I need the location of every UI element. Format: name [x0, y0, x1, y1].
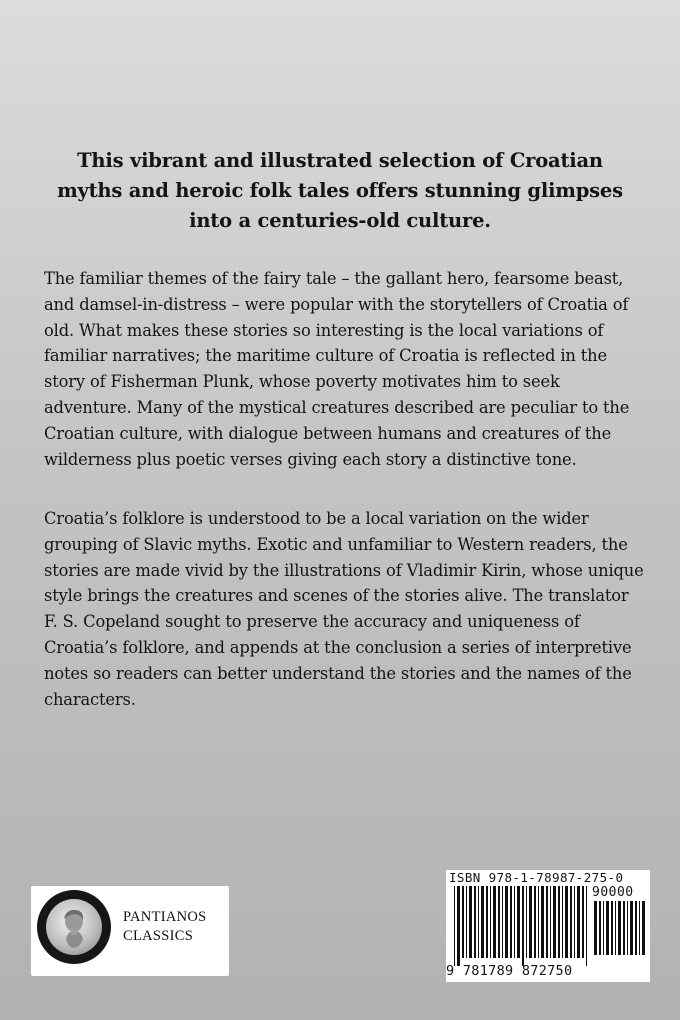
- barcode-bar: [562, 886, 563, 958]
- barcode-bar: [517, 886, 520, 958]
- publisher-name-line-2: CLASSICS: [123, 928, 194, 944]
- barcode-bar: [522, 886, 524, 966]
- barcode-bar: [606, 901, 609, 955]
- barcode-bar: [582, 886, 584, 958]
- barcode-bar: [615, 901, 616, 955]
- ean-barcode-bars: [454, 886, 590, 966]
- barcode-bar: [490, 886, 491, 958]
- barcode-bar: [462, 886, 464, 958]
- barcode-bar: [502, 886, 503, 958]
- ean-digits: 9 781789 872750: [446, 963, 573, 979]
- addon-barcode-bars: [594, 901, 646, 963]
- barcode-bar: [505, 886, 508, 958]
- description-paragraph-1: The familiar themes of the fairy tale – the gallant hero, fearsome beast, and damsel-in-distress – were popular with the storytellers of Croatia of old. What makes these stories so interesting is the local variations of familiar narratives; the maritime culture of Croatia is reflected in the story of Fisherman Plunk, whose poverty motivates him to seek adventure. Many of the mystical creatures described are peculiar to the Croatian culture, with dialogue between humans and creatures of the wilderness plus poetic verses giving each story a distinctive tone.: [44, 269, 630, 469]
- barcode-bar: [586, 886, 587, 966]
- barcode-bar: [570, 886, 572, 958]
- barcode-bar: [565, 886, 568, 958]
- barcode-bar: [478, 886, 479, 958]
- barcode-bar: [541, 886, 544, 958]
- barcode-bar: [474, 886, 476, 958]
- barcode-bar: [623, 901, 625, 955]
- barcode-bar: [553, 886, 556, 958]
- barcode-bar: [558, 886, 560, 958]
- barcode-bar: [493, 886, 496, 958]
- barcode-bar: [466, 886, 467, 958]
- barcode-area: [446, 870, 650, 982]
- barcode-bar: [510, 886, 512, 958]
- barcode-bar: [498, 886, 500, 958]
- barcode-bar: [630, 901, 633, 955]
- barcode-bar: [550, 886, 551, 958]
- description-paragraph-2: Croatia’s folklore is understood to be a local variation on the wider grouping of Slavic myths. Exotic and unfamiliar to Western readers, the stories are made vivid by the illustrations of Vladimir Kirin, whose unique style brings the creatures and scenes of the stories alive. The translator F. S. Copeland sought to preserve the accuracy and uniqueness of Croatia’s folklore, and appends at the conclusion a series of interpretive notes so readers can better understand the stories and the names of the characters.: [44, 509, 644, 709]
- barcode-bar: [611, 901, 613, 955]
- barcode-bar: [538, 886, 539, 958]
- isbn-label: ISBN 978-1-78987-275-0: [449, 870, 624, 885]
- barcode-bar: [574, 886, 575, 958]
- coin-portrait-icon: [37, 890, 111, 964]
- barcode-bar: [469, 886, 472, 958]
- barcode-bar: [627, 901, 628, 955]
- barcode-bar: [642, 901, 645, 955]
- barcode-bar: [639, 901, 640, 955]
- barcode-bar: [635, 901, 637, 955]
- barcode-bar: [457, 886, 460, 966]
- barcode-bar: [454, 886, 455, 966]
- back-cover-tagline: This vibrant and illustrated selection of Croatian myths and heroic folk tales offers stunning glimpses into a centuries-old culture.: [57, 149, 623, 232]
- barcode-bar: [546, 886, 548, 958]
- barcode-bar: [603, 901, 604, 955]
- barcode-bar: [534, 886, 536, 958]
- barcode-bar: [599, 901, 601, 955]
- publisher-name-line-1: PANTIANOS: [123, 909, 207, 925]
- barcode-bar: [481, 886, 484, 958]
- barcode-bar: [486, 886, 488, 958]
- barcode-addon-number: 90000: [592, 885, 634, 900]
- barcode-bar: [577, 886, 580, 958]
- barcode-bar: [526, 886, 527, 958]
- barcode-bar: [529, 886, 532, 958]
- publisher-logo-box: [31, 886, 229, 976]
- barcode-bar: [618, 901, 621, 955]
- barcode-bar: [514, 886, 515, 958]
- barcode-bar: [594, 901, 597, 955]
- publisher-name: [123, 908, 227, 946]
